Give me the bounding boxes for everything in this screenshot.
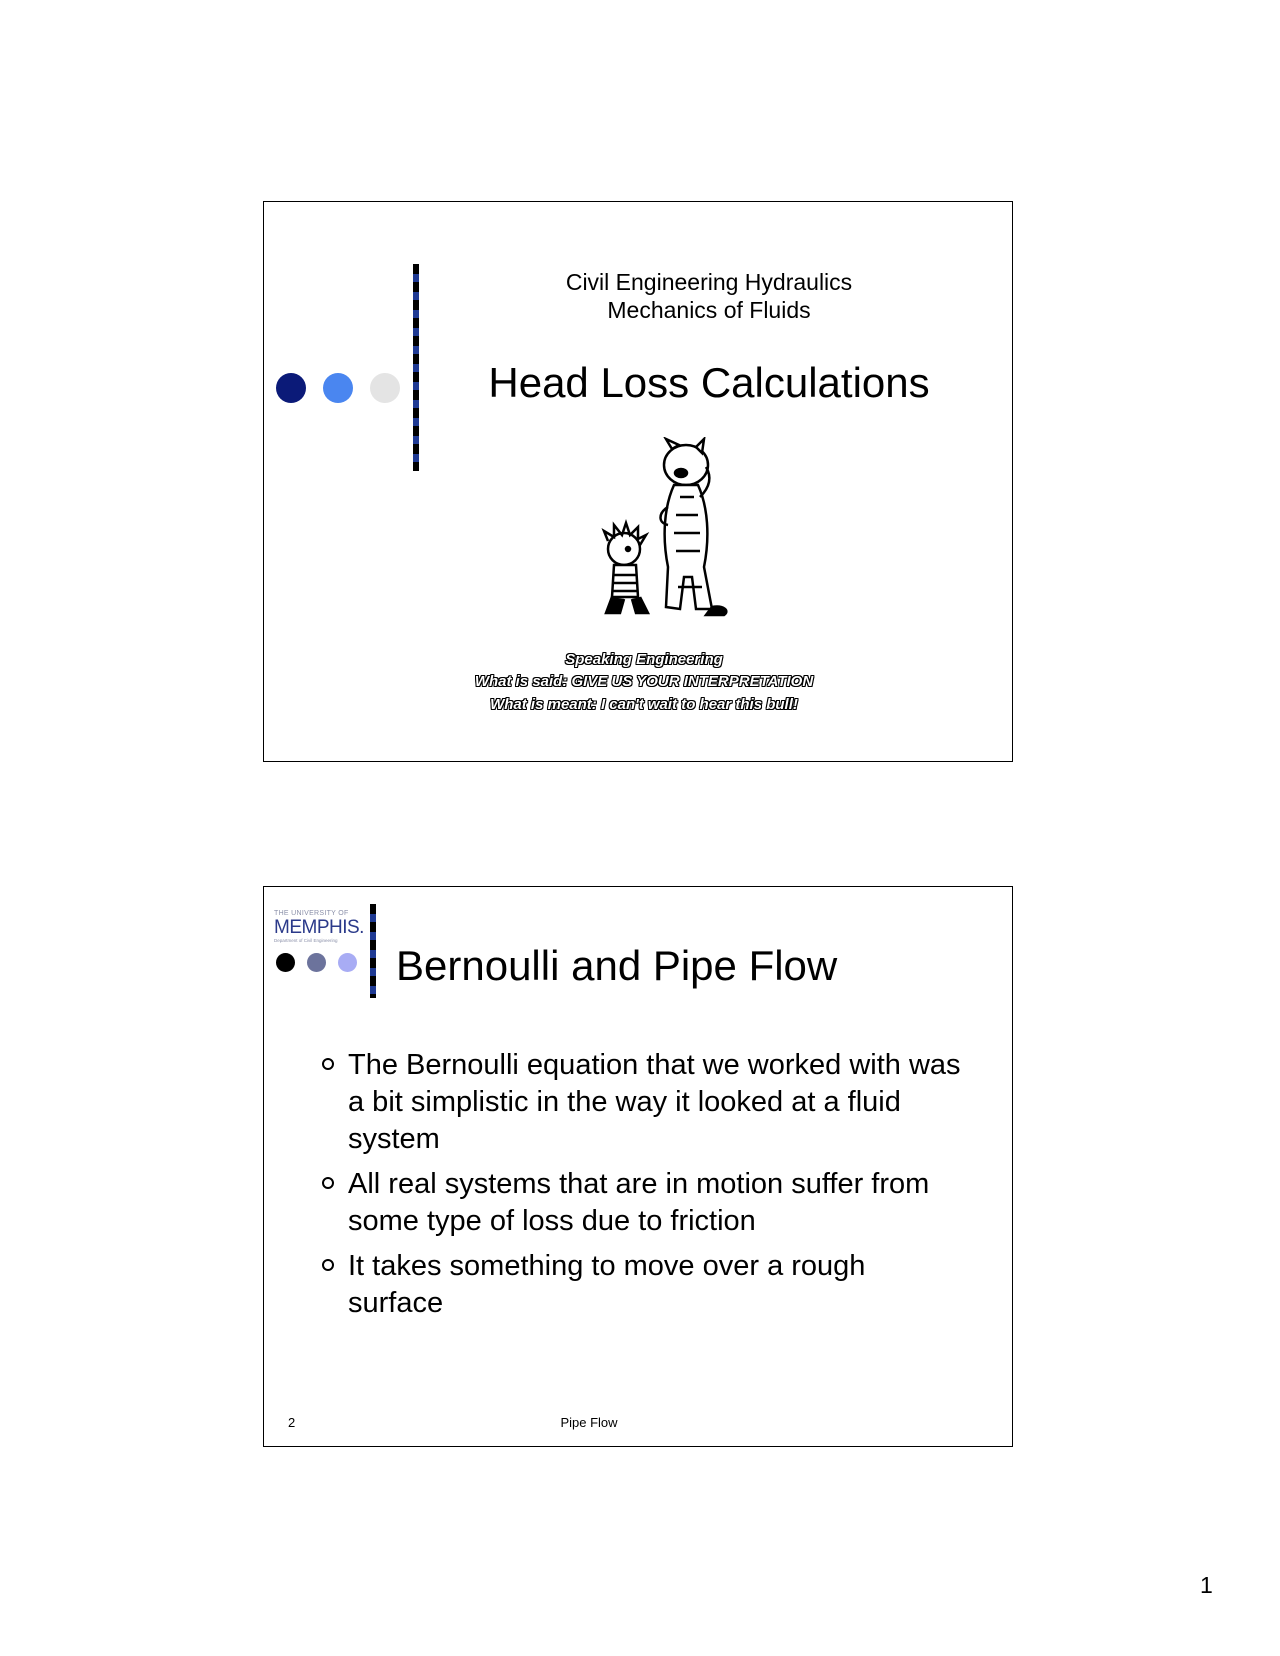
hollow-circle-bullet-icon [322,1177,334,1189]
bullet-text: The Bernoulli equation that we worked with was a bit simplistic in the way it looked at a fluid system [348,1049,961,1155]
logo-top-text: THE UNIVERSITY OF [274,910,349,917]
vertical-divider [413,264,419,471]
slate-dot [307,953,326,972]
lavender-dot [338,953,357,972]
hollow-circle-bullet-icon [322,1058,334,1070]
slide-subtitle-1: Civil Engineering Hydraulics [565,269,853,295]
caption-meant: What is meant: I can't wait to hear this bull! [490,696,798,713]
dark-blue-dot [276,373,306,403]
caption-said: What is said: GIVE US YOUR INTERPRETATION [474,673,814,690]
blue-dot [323,373,353,403]
university-logo [274,910,364,944]
gray-dot [370,373,400,403]
logo-main-text: MEMPHIS. [274,917,364,938]
black-dot [276,953,295,972]
slide-title: Bernoulli and Pipe Flow [396,942,838,989]
page-number: 1 [1200,1572,1213,1598]
slide-subtitle-2: Mechanics of Fluids [607,297,811,323]
bullet-list [322,1047,962,1330]
slide-footer: Pipe Flow [560,1415,618,1430]
slide-number: 2 [288,1415,296,1430]
caption-heading: Speaking Engineering [565,651,723,668]
list-item [322,1248,962,1322]
slide-1 [263,201,1013,762]
vertical-divider [370,904,376,998]
slide-title: Head Loss Calculations [488,359,930,406]
slide-2 [263,886,1013,1447]
bullet-text: It takes something to move over a rough surface [348,1250,866,1319]
list-item [322,1166,962,1240]
hollow-circle-bullet-icon [322,1259,334,1271]
list-item [322,1047,962,1158]
logo-dept-text: Department of Civil Engineering [274,938,338,943]
calvin-and-hobbes-cartoon [584,437,744,622]
bullet-text: All real systems that are in motion suffer from some type of loss due to friction [348,1168,930,1237]
